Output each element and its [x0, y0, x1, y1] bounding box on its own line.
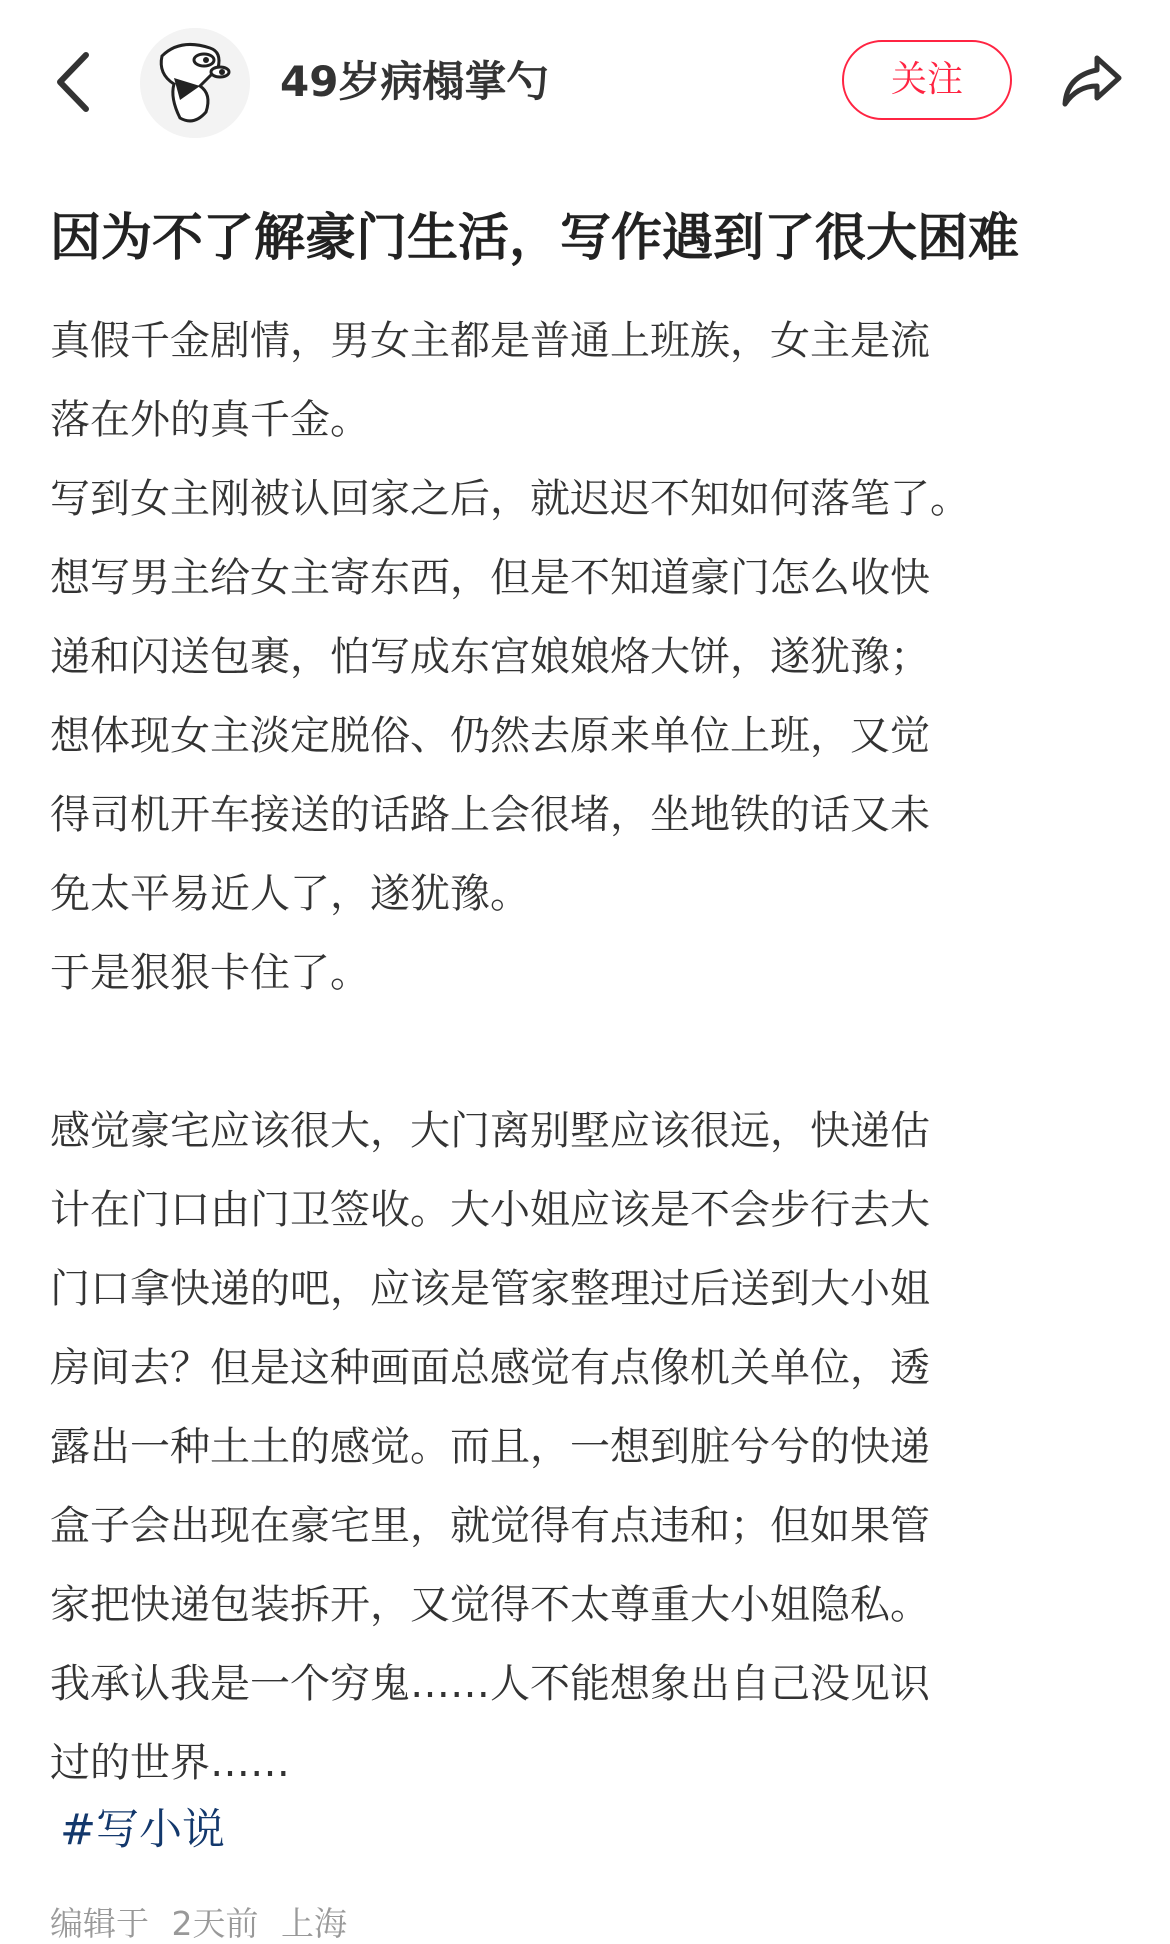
location: 上海 — [281, 1904, 347, 1943]
body-line: 写到女主刚被认回家之后，就迟迟不知如何落笔了。 — [50, 476, 970, 522]
note-body — [50, 302, 1125, 1803]
body-line: 家把快递包装拆开，又觉得不太尊重大小姐隐私。 — [50, 1582, 930, 1628]
body-line: 我承认我是一个穷鬼……人不能想象出自己没见识 — [50, 1661, 930, 1707]
hashtag-link[interactable]: #写小说 — [60, 1805, 226, 1855]
body-line: 感觉豪宅应该很大，大门离别墅应该很远，快递估 — [50, 1108, 930, 1154]
body-line: 计在门口由门卫签收。大小姐应该是不会步行去大 — [50, 1187, 930, 1233]
body-line: 落在外的真千金。 — [50, 397, 370, 443]
avatar[interactable] — [140, 28, 250, 138]
body-line: 露出一种土土的感觉。而且，一想到脏兮兮的快递 — [50, 1424, 930, 1470]
body-line: 盒子会出现在豪宅里，就觉得有点违和；但如果管 — [50, 1503, 930, 1549]
edited-label: 编辑于 — [50, 1904, 149, 1943]
body-line: 免太平易近人了，遂犹豫。 — [50, 871, 530, 917]
chevron-left-icon — [54, 51, 94, 113]
body-line: 房间去？但是这种画面总感觉有点像机关单位，透 — [50, 1345, 930, 1391]
body-line: 真假千金剧情，男女主都是普通上班族，女主是流 — [50, 318, 930, 364]
back-button[interactable] — [44, 44, 104, 120]
body-line: 门口拿快递的吧，应该是管家整理过后送到大小姐 — [50, 1266, 930, 1312]
body-line: 想写男主给女主寄东西，但是不知道豪门怎么收快 — [50, 555, 930, 601]
cartoon-face-avatar-icon — [140, 28, 250, 138]
body-line: 于是狠狠卡住了。 — [50, 950, 370, 996]
note-header — [0, 0, 1170, 168]
body-line: 过的世界…… — [50, 1740, 290, 1786]
share-arrow-icon — [1061, 52, 1123, 108]
body-line: 想体现女主淡定脱俗、仍然去原来单位上班，又觉 — [50, 713, 930, 759]
body-line: 递和闪送包裹，怕写成东宫娘娘烙大饼，遂犹豫； — [50, 634, 930, 680]
note-meta — [50, 1904, 359, 1944]
follow-button[interactable]: 关注 — [842, 40, 1012, 120]
note-title: 因为不了解豪门生活，写作遇到了很大困难 — [50, 209, 1020, 268]
author-name[interactable]: 49岁病榻掌勺 — [280, 57, 549, 106]
share-button[interactable] — [1052, 40, 1132, 120]
edited-time: 2天前 — [171, 1904, 259, 1943]
body-line: 得司机开车接送的话路上会很堵，坐地铁的话又未 — [50, 792, 930, 838]
blank-line — [50, 1013, 1125, 1092]
